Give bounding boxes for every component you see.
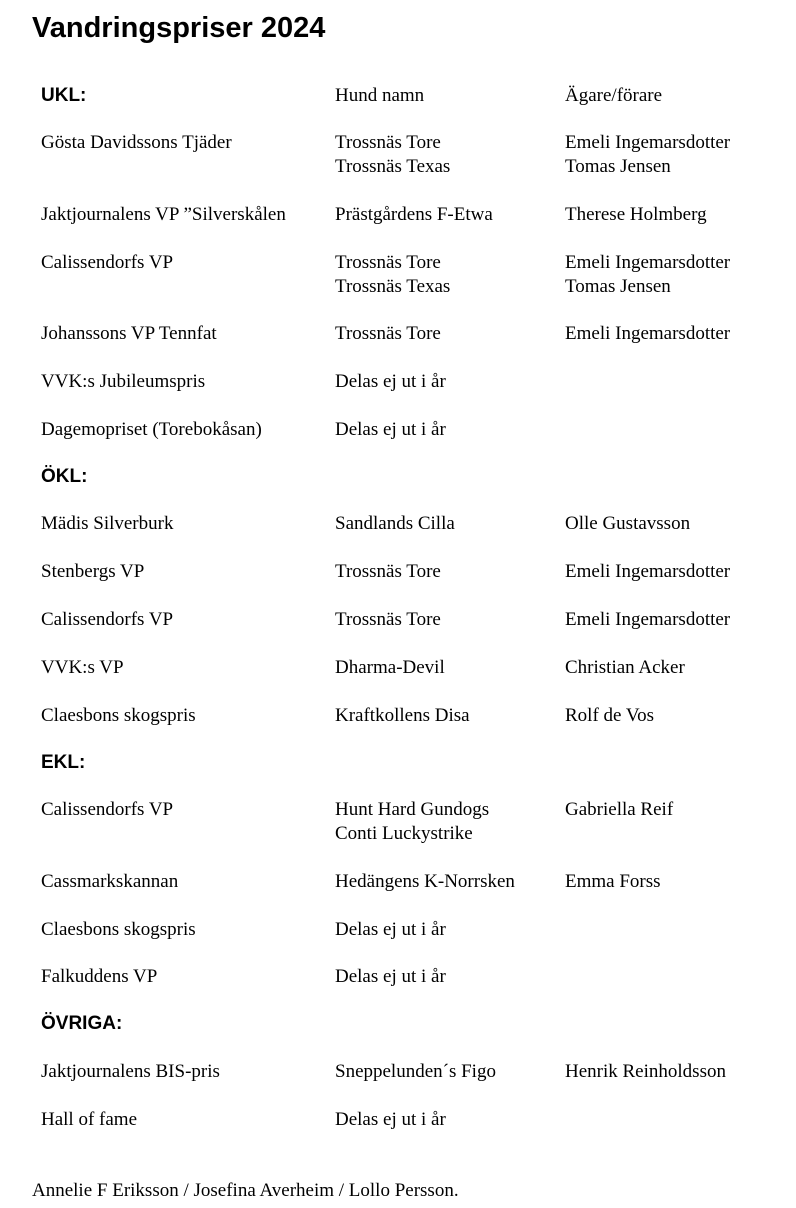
- owner-name: Emeli Ingemarsdotter: [565, 252, 731, 273]
- prize-name: Claesbons skogspris: [41, 705, 196, 726]
- prize-name: Mädis Silverburk: [41, 513, 174, 534]
- owner-names: [565, 798, 673, 822]
- prize-name: Claesbons skogspris: [41, 919, 196, 940]
- dog-names: [335, 560, 441, 584]
- owner-name: Emeli Ingemarsdotter: [565, 609, 731, 630]
- owner-name: Emeli Ingemarsdotter: [565, 561, 731, 582]
- owner-names: [565, 870, 661, 894]
- owner-name: Tomas Jensen: [565, 156, 671, 177]
- dog-name: Trossnäs Tore: [335, 323, 441, 344]
- dog-name: Delas ej ut i år: [335, 919, 446, 940]
- dog-names: [335, 918, 446, 942]
- owner-names: [565, 203, 707, 227]
- prize-name: Johanssons VP Tennfat: [41, 323, 217, 344]
- dog-name: Hunt Hard Gundogs: [335, 799, 490, 820]
- dog-names: [335, 1108, 446, 1132]
- owner-names: [565, 656, 685, 680]
- dog-name: Trossnäs Tore: [335, 132, 441, 153]
- owner-name: Emeli Ingemarsdotter: [565, 323, 731, 344]
- dog-name: Dharma-Devil: [335, 657, 445, 678]
- prize-name: Jaktjournalens BIS-pris: [41, 1061, 220, 1082]
- dog-name: Sneppelunden´s Figo: [335, 1061, 496, 1082]
- owner-name: Rolf de Vos: [565, 705, 655, 726]
- dog-name: Trossnäs Texas: [335, 276, 451, 297]
- owner-name: Tomas Jensen: [565, 276, 671, 297]
- dog-name: Conti Luckystrike: [335, 823, 473, 844]
- prize-name: Calissendorfs VP: [41, 799, 174, 820]
- owner-names: [565, 704, 654, 728]
- prize-name: Calissendorfs VP: [41, 609, 174, 630]
- dog-name: Delas ej ut i år: [335, 419, 446, 440]
- dog-names: [335, 965, 446, 989]
- section-label-ukl: UKL:: [41, 85, 87, 106]
- dog-name: Trossnäs Texas: [335, 156, 451, 177]
- owner-names: [565, 322, 730, 346]
- dog-names: [335, 1060, 496, 1084]
- dog-names: [335, 418, 446, 442]
- dog-name: Sandlands Cilla: [335, 513, 455, 534]
- owner-names: [565, 560, 730, 584]
- owner-name: Olle Gustavsson: [565, 513, 691, 534]
- section-label-ovriga: ÖVRIGA:: [41, 1013, 123, 1034]
- dog-name: Trossnäs Tore: [335, 609, 441, 630]
- owner-names: [565, 131, 730, 179]
- dog-names: [335, 704, 470, 728]
- prize-name: VVK:s Jubileumspris: [41, 371, 206, 392]
- prize-name: Hall of fame: [41, 1109, 138, 1130]
- dog-names: [335, 370, 446, 394]
- prize-name: Gösta Davidssons Tjäder: [41, 132, 232, 153]
- dog-name: Prästgårdens F-Etwa: [335, 204, 493, 225]
- dog-names: [335, 512, 455, 536]
- prize-name: Cassmarkskannan: [41, 871, 179, 892]
- dog-name: Trossnäs Tore: [335, 561, 441, 582]
- owner-name: Emma Forss: [565, 871, 661, 892]
- dog-names: [335, 798, 489, 846]
- dog-names: [335, 203, 493, 227]
- owner-name: Henrik Reinholdsson: [565, 1061, 726, 1082]
- dog-names: [335, 251, 450, 299]
- dog-names: [335, 131, 450, 179]
- section-label-okl: ÖKL:: [41, 466, 88, 487]
- prize-name: Falkuddens VP: [41, 966, 158, 987]
- owner-names: [565, 512, 690, 536]
- prize-name: VVK:s VP: [41, 657, 124, 678]
- prize-name: Stenbergs VP: [41, 561, 145, 582]
- dog-names: [335, 656, 445, 680]
- section-label-ekl: EKL:: [41, 752, 86, 773]
- prize-name: Calissendorfs VP: [41, 252, 174, 273]
- column-header-dog: Hund namn: [335, 85, 425, 106]
- owner-names: [565, 251, 730, 299]
- page-title: Vandringspriser 2024: [32, 12, 326, 44]
- prize-name: Dagemopriset (Torebokåsan): [41, 419, 262, 440]
- dog-name: Hedängens K-Norrsken: [335, 871, 515, 892]
- footer-signature: Annelie F Eriksson / Josefina Averheim / Lollo Persson.: [32, 1180, 459, 1201]
- owner-name: Gabriella Reif: [565, 799, 674, 820]
- owner-name: Christian Acker: [565, 657, 685, 678]
- dog-name: Trossnäs Tore: [335, 252, 441, 273]
- dog-names: [335, 870, 515, 894]
- dog-name: Delas ej ut i år: [335, 371, 446, 392]
- prize-name: Jaktjournalens VP ”Silverskålen: [41, 204, 286, 225]
- dog-names: [335, 322, 441, 346]
- owner-name: Emeli Ingemarsdotter: [565, 132, 731, 153]
- dog-name: Delas ej ut i år: [335, 966, 446, 987]
- owner-name: Therese Holmberg: [565, 204, 707, 225]
- dog-name: Delas ej ut i år: [335, 1109, 446, 1130]
- owner-names: [565, 608, 730, 632]
- dog-names: [335, 608, 441, 632]
- column-header-owner: Ägare/förare: [565, 85, 663, 106]
- dog-name: Kraftkollens Disa: [335, 705, 470, 726]
- owner-names: [565, 1060, 726, 1084]
